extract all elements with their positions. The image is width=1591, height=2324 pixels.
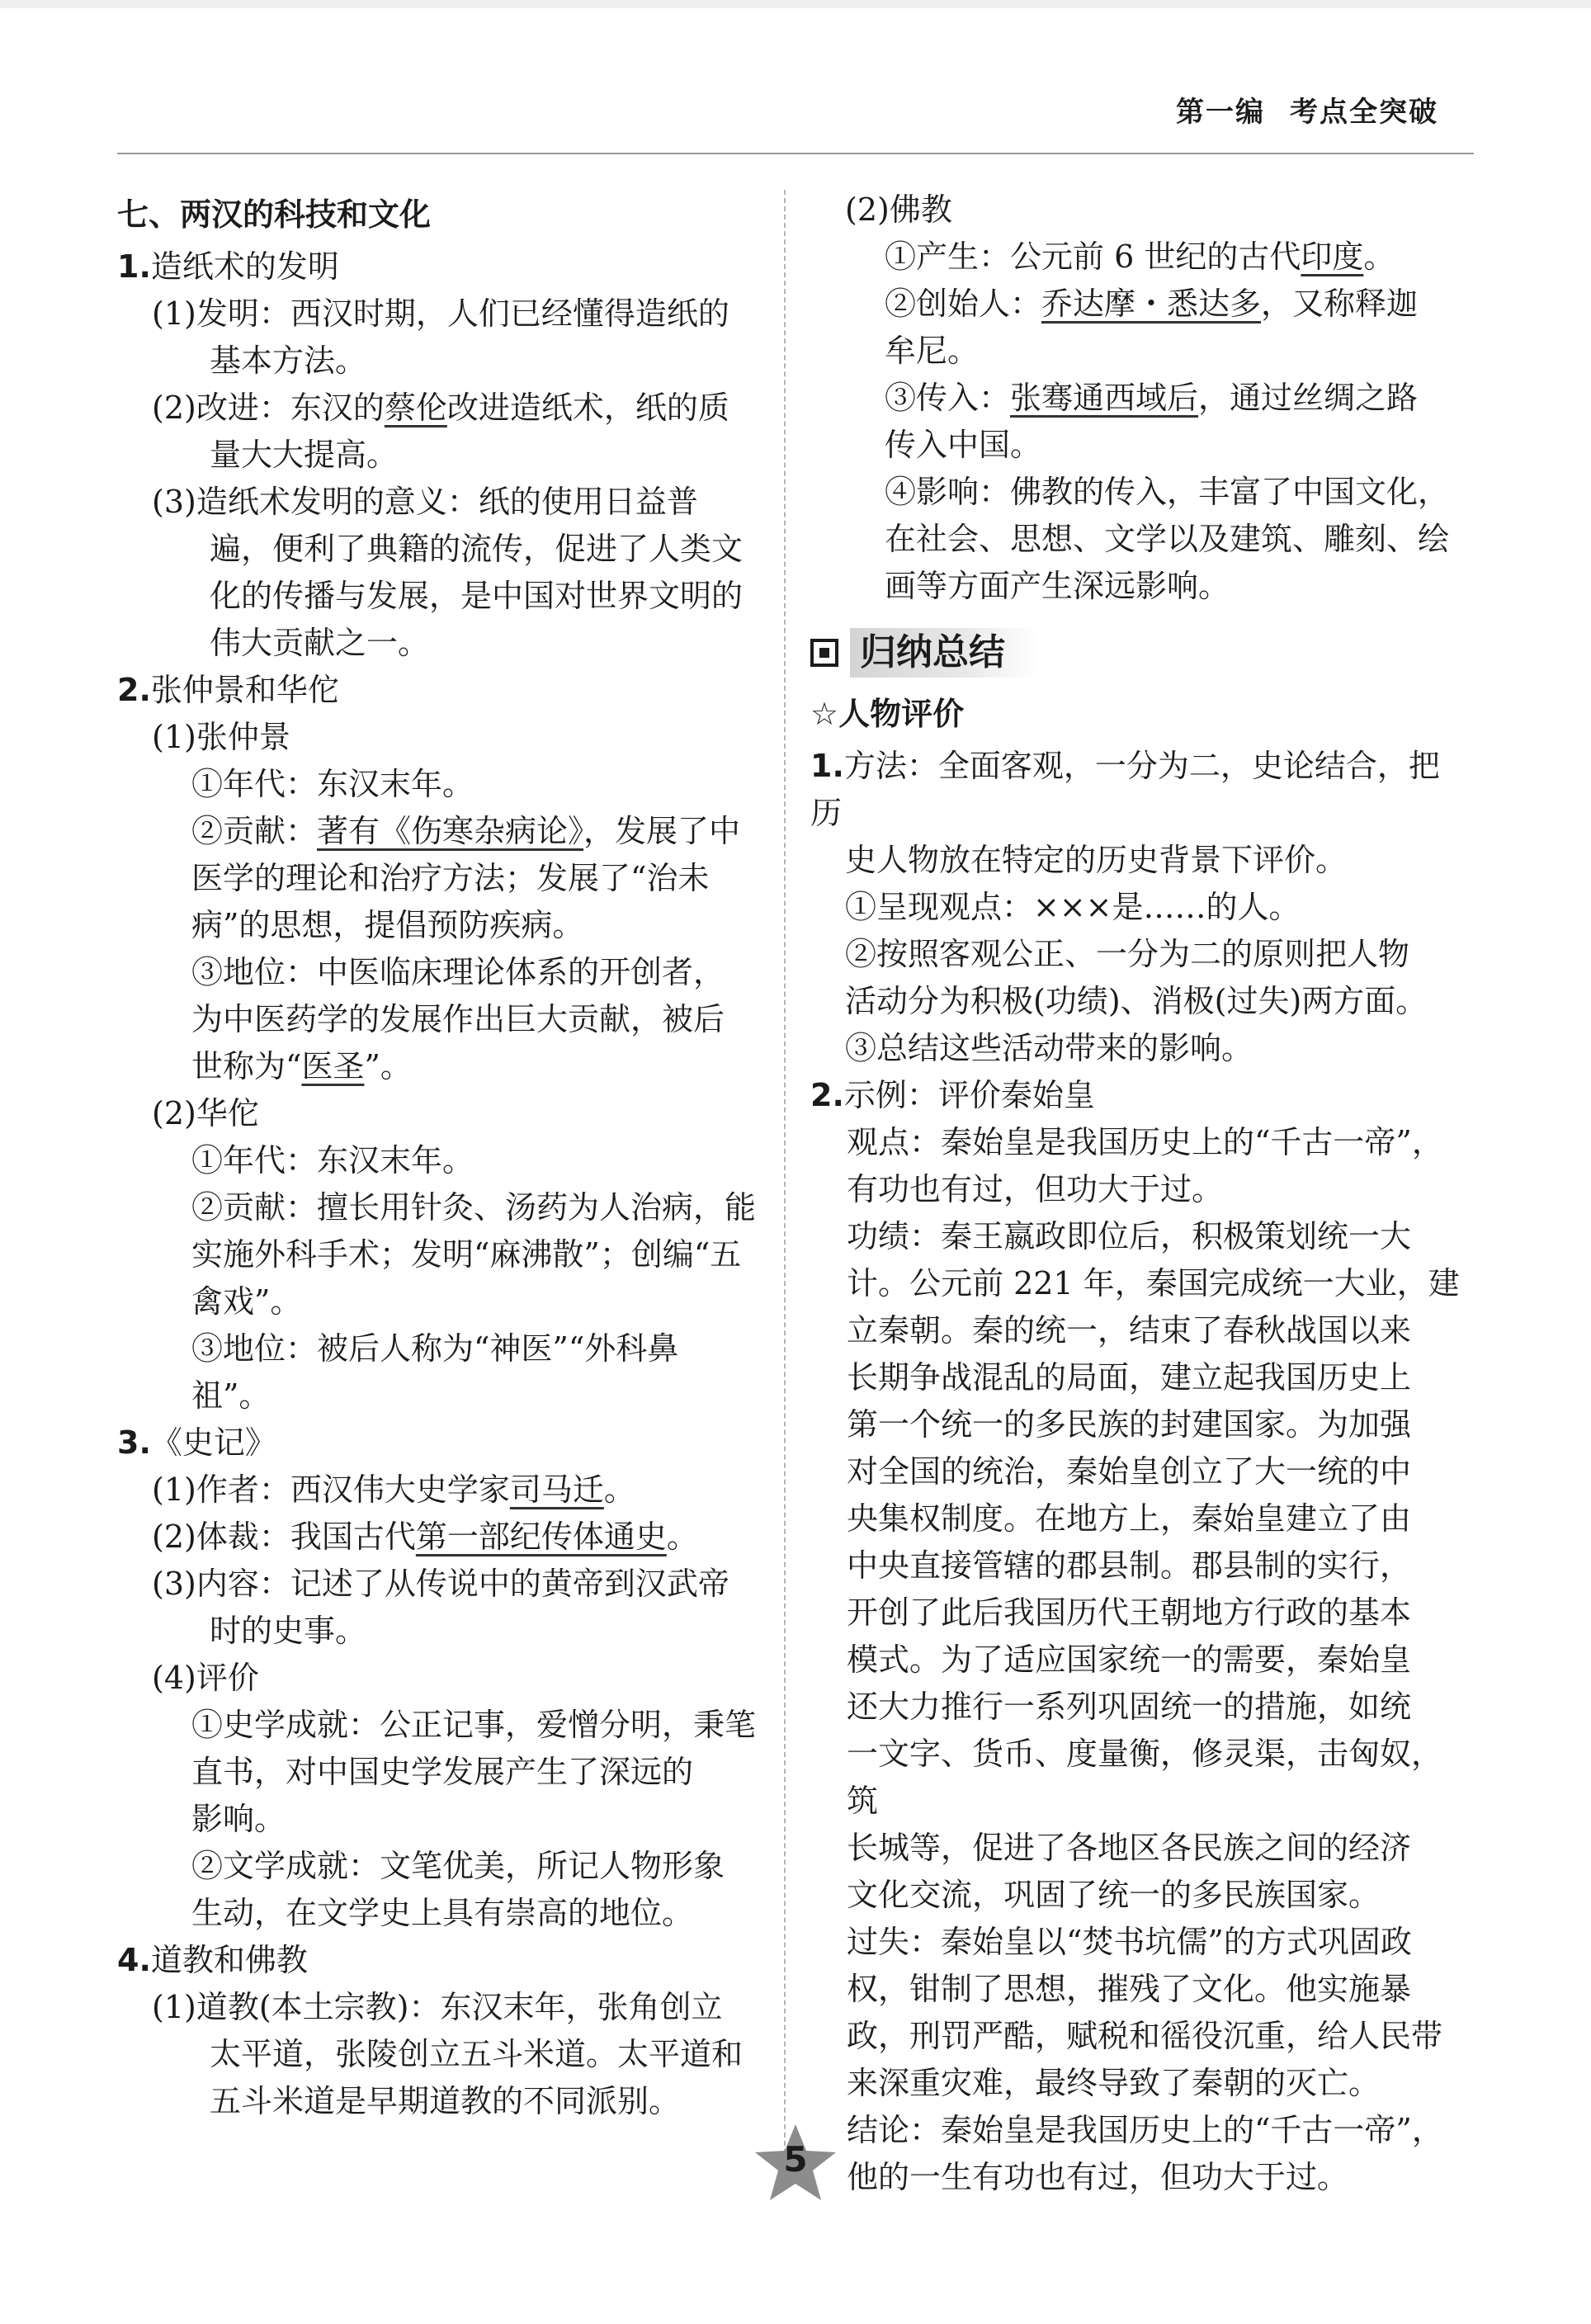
square-bullet-icon: [810, 639, 838, 667]
text-line: (1)道教(本土宗教)：东汉末年，张角创立: [152, 1989, 723, 2025]
heading-doctors: 2.张仲景和华佗: [117, 672, 339, 708]
example-body: [810, 1119, 1471, 2201]
text-line: 计。公元前 221 年，秦国完成统一大业，建: [847, 1265, 1460, 1301]
text-line: 传入中国。: [885, 427, 1042, 463]
text-line: (1)发明：西汉时期，人们已经懂得造纸的: [152, 295, 729, 332]
right-column: [810, 191, 1471, 2201]
heading-example: 2.示例：评价秦始皇: [810, 1077, 1095, 1113]
section-title: 七、两汉的科技和文化: [117, 196, 432, 233]
left-column: [117, 191, 757, 2125]
text-line: 模式。为了适应国家统一的需要，秦始皇: [847, 1641, 1412, 1678]
text-line: 对全国的统治，秦始皇创立了大一统的中: [847, 1453, 1412, 1490]
heading-religions: 4.道教和佛教: [117, 1942, 308, 1978]
text-line: 史人物放在特定的历史背景下评价。: [845, 842, 1348, 878]
text-line: ③传入：张骞通西域后，通过丝绸之路: [885, 380, 1419, 416]
text-line: ③地位：被后人称为“神医”“外科鼻祖”。: [191, 1330, 679, 1414]
text-line: ③地位：中医临床理论体系的开创者，: [191, 954, 725, 990]
running-header: [1176, 89, 1438, 130]
text-line: 病”的思想，提倡预防疾病。: [191, 907, 584, 943]
header-rule: [117, 153, 1474, 154]
text-line: (4)评价: [152, 1660, 259, 1696]
page-number: 5: [783, 2139, 808, 2180]
header-title: 考点全突破: [1290, 96, 1438, 129]
text-line: (2)体裁：我国古代第一部纪传体通史。: [152, 1519, 698, 1555]
text-line: 还大力推行一系列巩固统一的措施，如统: [847, 1689, 1412, 1725]
text-line: 在社会、思想、文学以及建筑、雕刻、绘: [885, 521, 1450, 557]
text-line: 立秦朝。秦的统一，结束了春秋战国以来: [847, 1312, 1412, 1349]
text-line: (3)内容：记述了从传说中的黄帝到汉武帝: [152, 1566, 729, 1602]
text-line: 活动分为积极(功绩)、消极(过失)两方面。: [845, 983, 1428, 1019]
key-term: 印度: [1301, 239, 1364, 275]
text-line: 禽戏”。: [191, 1283, 302, 1320]
text-line: 央集权制度。在地方上，秦始皇建立了由: [847, 1500, 1412, 1537]
text-line: 直书，对中国史学发展产生了深远的: [191, 1754, 694, 1790]
text-line: ②按照客观公正、一分为二的原则把人物: [845, 936, 1410, 972]
text-line: 世称为“医圣”。: [191, 1048, 412, 1084]
text-line: ②文学成就：文笔优美，所记人物形象: [191, 1848, 725, 1884]
column-divider: [784, 190, 786, 2170]
text-line: (2)华佗: [152, 1095, 259, 1131]
text-line: 有功也有过，但功大于过。: [847, 1171, 1224, 1207]
text-line: ②贡献：擅长用针灸、汤药为人治病，能: [191, 1189, 757, 1226]
key-term: 第一部纪传体通史: [415, 1519, 667, 1555]
text-line: 1.方法：全面客观，一分为二，史论结合，把历: [810, 748, 1440, 831]
text-line: ①年代：东汉末年。: [191, 766, 474, 802]
text-line: (2)佛教: [845, 191, 952, 228]
text-line: ①史学成就：公正记事，爱憎分明，秉笔: [191, 1707, 757, 1743]
summary-banner: [810, 626, 1471, 679]
text-line: 生动，在文学史上具有崇高的地位。: [191, 1895, 694, 1931]
text-line: 伟大贡献之一。: [210, 625, 430, 661]
text-line: 医学的理论和治疗方法；发展了“治未: [191, 860, 710, 896]
text-line: 化的传播与发展，是中国对世界文明的: [210, 578, 744, 614]
text-line: ②创始人：乔达摩・悉达多，又称释迦: [885, 286, 1419, 322]
text-line: (1)张仲景: [152, 719, 290, 755]
text-line: 观点：秦始皇是我国历史上的“千古一帝”，: [847, 1124, 1443, 1160]
text-line: 文化交流，巩固了统一的多民族国家。: [847, 1877, 1381, 1913]
text-line: (3)造纸术发明的意义：纸的使用日益普: [152, 484, 698, 520]
text-line: 结论：秦始皇是我国历史上的“千古一帝”，: [847, 2112, 1443, 2148]
text-line: 牟尼。: [885, 333, 980, 369]
text-line: ②贡献：著有《伤寒杂病论》，发展了中: [191, 813, 741, 849]
key-term: 张骞通西域后: [1010, 380, 1199, 416]
text-line: 他的一生有功也有过，但功大于过。: [847, 2159, 1349, 2195]
key-term: 著有《伤寒杂病论》: [317, 813, 584, 849]
text-line: 五斗米道是早期道教的不同派别。: [210, 2083, 681, 2119]
text-line: (2)改进：东汉的蔡伦改进造纸术，纸的质: [152, 390, 729, 426]
text-line: 长城等，促进了各地区各民族之间的经济: [847, 1830, 1412, 1866]
text-line: 画等方面产生深远影响。: [885, 568, 1230, 604]
subheading-figure-evaluation: ☆人物评价: [810, 696, 965, 732]
key-term: 蔡伦: [384, 390, 447, 426]
page-number-badge: [750, 2121, 841, 2204]
text-line: 中央直接管辖的郡县制。郡县制的实行，: [847, 1547, 1412, 1584]
text-line: 长期争战混乱的局面，建立起我国历史上: [847, 1359, 1412, 1396]
header-part: 第一编: [1176, 96, 1265, 129]
text-line: 政，刑罚严酷，赋税和徭役沉重，给人民带: [847, 2018, 1443, 2054]
text-line: 过失：秦始皇以“焚书坑儒”的方式巩固政: [847, 1924, 1412, 1960]
text-line: ①产生：公元前 6 世纪的古代印度。: [885, 239, 1395, 275]
text-line: 为中医药学的发展作出巨大贡献，被后: [191, 1001, 725, 1037]
text-line: 开创了此后我国历代王朝地方行政的基本: [847, 1594, 1412, 1631]
text-line: ④影响：佛教的传入，丰富了中国文化，: [885, 474, 1450, 510]
text-line: ①年代：东汉末年。: [191, 1142, 474, 1179]
key-term: 司马迁: [509, 1471, 604, 1508]
text-line: 来深重灾难，最终导致了秦朝的灭亡。: [847, 2065, 1381, 2101]
text-line: 时的史事。: [210, 1613, 367, 1649]
text-line: 第一个统一的多民族的封建国家。为加强: [847, 1406, 1412, 1443]
text-line: 影响。: [191, 1801, 286, 1837]
key-term: 乔达摩・悉达多: [1041, 286, 1262, 322]
key-term: 医圣: [301, 1048, 365, 1084]
text-line: 实施外科手术；发明“麻沸散”；创编“五: [191, 1236, 742, 1273]
text-line: ①呈现观点：×××是……的人。: [845, 889, 1301, 925]
text-line: 一文字、货币、度量衡，修灵渠，击匈奴，筑: [847, 1736, 1443, 1819]
heading-shiji: 3.《史记》: [117, 1424, 276, 1461]
heading-papermaking: 1.造纸术的发明: [117, 248, 339, 285]
text-line: ③总结这些活动带来的影响。: [845, 1030, 1253, 1066]
banner-title: 归纳总结: [850, 628, 1038, 678]
text-line: 权，钳制了思想，摧残了文化。他实施暴: [847, 1971, 1412, 2007]
text-line: 功绩：秦王嬴政即位后，积极策划统一大: [847, 1218, 1412, 1254]
text-line: 遍，便利了典籍的流传，促进了人类文: [210, 531, 744, 567]
text-line: (1)作者：西汉伟大史学家司马迁。: [152, 1471, 635, 1508]
text-line: 太平道，张陵创立五斗米道。太平道和: [210, 2036, 744, 2072]
text-line: 量大大提高。: [210, 437, 399, 473]
text-line: 基本方法。: [210, 342, 367, 379]
page-top-edge: [0, 0, 1591, 8]
